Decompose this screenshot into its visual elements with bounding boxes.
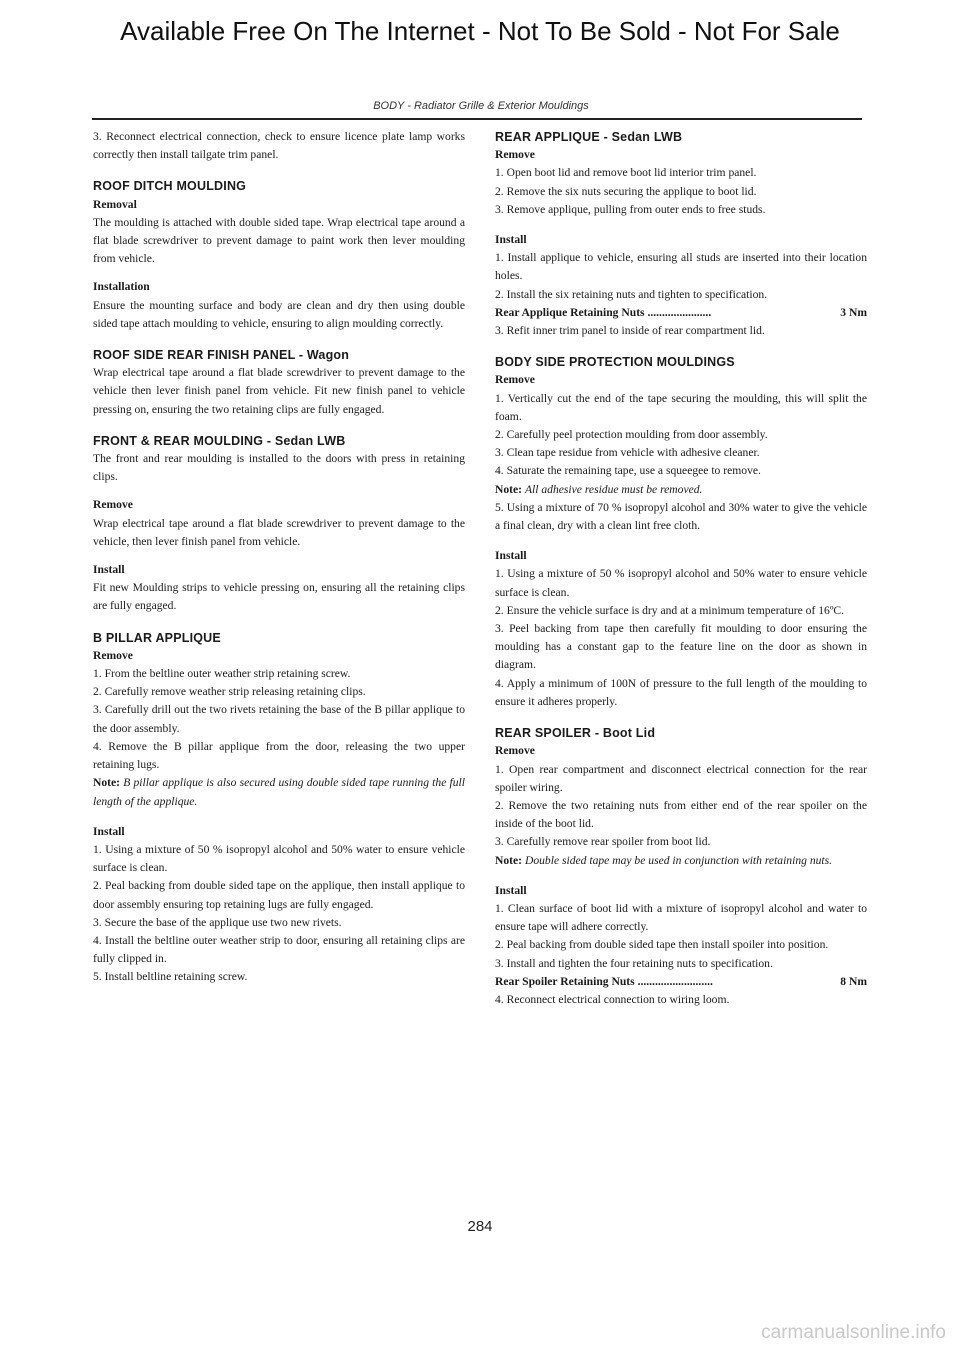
- note: [495, 481, 867, 499]
- subheading-installation: Installation: [93, 280, 150, 294]
- subheading-install: Install: [495, 233, 527, 247]
- step: 2. Ensure the vehicle surface is dry and at a minimum temperature of 16ºC.: [495, 603, 845, 617]
- step: 1. Using a mixture of 50 % isopropyl alcohol and 50% water to ensure vehicle surface is clean.: [495, 567, 867, 599]
- section-heading: ROOF DITCH MOULDING: [93, 179, 247, 194]
- step: 1. Clean surface of boot lid with a mixture of isopropyl alcohol and water to ensure tape will adhere correctly.: [495, 901, 867, 934]
- note-label: Note:: [495, 482, 523, 496]
- note-text: B pillar applique is also secured using double sided tape running the full length of the applique.: [93, 776, 465, 808]
- subheading-remove: Remove: [495, 744, 535, 758]
- step: 3. Install and tighten the four retaining nuts to specification.: [495, 956, 773, 970]
- section-front-rear-moulding: [93, 432, 465, 616]
- section-rear-applique: [495, 128, 867, 340]
- step: 5. Using a mixture of 70 % isopropyl alcohol and 30% water to give the vehicle a final clean, dry with a clean lint free cloth.: [495, 500, 867, 533]
- step: 4. Install the beltline outer weather strip to door, ensuring all retaining clips are fully clipped in.: [93, 933, 465, 966]
- step: 3. Secure the base of the applique use two new rivets.: [93, 915, 342, 929]
- step: 3. Refit inner trim panel to inside of rear compartment lid.: [495, 324, 765, 338]
- step: 5. Install beltline retaining screw.: [93, 970, 248, 984]
- right-column: [495, 128, 867, 1022]
- step: 4. Apply a minimum of 100N of pressure to the full length of the moulding to ensure it adheres properly.: [495, 676, 867, 708]
- step: 2. Peal backing from double sided tape on the applique, then install applique to door assembly ensuring top retaining lugs are fully engaged.: [93, 879, 465, 911]
- step: 3. Carefully remove rear spoiler from boot lid.: [495, 835, 711, 849]
- note-label: Note:: [495, 853, 523, 867]
- step: 1. Vertically cut the end of the tape securing the moulding, this will split the foam.: [495, 391, 867, 423]
- step: 1. From the beltline outer weather strip retaining screw.: [93, 667, 351, 681]
- step: 3. Clean tape residue from vehicle with adhesive cleaner.: [495, 446, 760, 460]
- step: 4. Remove the B pillar applique from the door, releasing the two upper retaining lugs.: [93, 739, 465, 772]
- step: 1. Open rear compartment and disconnect electrical connection for the rear spoiler wiring.: [495, 762, 867, 794]
- section-heading: FRONT & REAR MOULDING - Sedan LWB: [93, 433, 346, 448]
- left-column: [93, 128, 465, 1000]
- step: 4. Saturate the remaining tape, use a squeegee to remove.: [495, 464, 761, 478]
- subheading-install: Install: [93, 563, 125, 577]
- step: 2. Carefully remove weather strip releasing retaining clips.: [93, 685, 366, 699]
- step: 3. Peel backing from tape then carefully fit moulding to door ensuring the moulding has a constant gap to the feature line on the door as shown in diagram.: [495, 622, 867, 672]
- step: 2. Peal backing from double sided tape then install spoiler into position.: [495, 938, 829, 952]
- step: 2. Install the six retaining nuts and tighten to specification.: [495, 287, 768, 301]
- subheading-install: Install: [93, 824, 125, 838]
- step: 1. Install applique to vehicle, ensuring all studs are inserted into their location holes.: [495, 251, 867, 283]
- paragraph: Wrap electrical tape around a flat blade screwdriver to prevent damage to the vehicle then lever finish panel from vehicle. Fit new finish panel to vehicle pressing on, ensuring the two retaining clips are fully engaged.: [93, 366, 465, 416]
- step: 2. Carefully peel protection moulding from door assembly.: [495, 428, 768, 442]
- section-b-pillar-applique: [93, 629, 465, 987]
- subheading-install: Install: [495, 549, 527, 563]
- step: 3. Remove applique, pulling from outer ends to free studs.: [495, 202, 766, 216]
- subheading-remove: Remove: [495, 148, 535, 162]
- section-heading: ROOF SIDE REAR FINISH PANEL - Wagon: [93, 348, 350, 363]
- note-text: Double sided tape may be used in conjunction with retaining nuts.: [524, 853, 833, 867]
- section-heading: REAR APPLIQUE - Sedan LWB: [495, 130, 683, 144]
- spec-label: Rear Spoiler Retaining Nuts ..........................: [495, 974, 713, 988]
- paragraph: Ensure the mounting surface and body are clean and dry then using double sided tape attach moulding to vehicle, ensuring to align moulding correctly.: [93, 298, 465, 330]
- subheading-removal: Removal: [93, 197, 137, 211]
- section-heading: B PILLAR APPLIQUE: [93, 630, 221, 645]
- step: 4. Reconnect electrical connection to wiring loom.: [495, 992, 730, 1006]
- note: [93, 774, 465, 810]
- paragraph: The moulding is attached with double sided tape. Wrap electrical tape around a flat blade screwdriver to prevent damage to paint work then lever moulding from vehicle.: [93, 215, 465, 266]
- subheading-remove: Remove: [93, 498, 133, 512]
- subheading-remove: Remove: [93, 648, 133, 662]
- paragraph: The front and rear moulding is installed to the doors with press in retaining clips.: [93, 452, 465, 484]
- note-text: All adhesive residue must be removed.: [524, 482, 703, 496]
- distribution-banner: Available Free On The Internet - Not To Be Sold - Not For Sale: [120, 16, 840, 46]
- step: 1. Using a mixture of 50 % isopropyl alcohol and 50% water to ensure vehicle surface is clean.: [93, 842, 465, 875]
- step: 1. Open boot lid and remove boot lid interior trim panel.: [495, 166, 757, 180]
- torque-spec: [495, 304, 867, 322]
- header-rule: [92, 118, 862, 120]
- site-watermark: carmanualsonline.info: [761, 1322, 946, 1343]
- section-body-side-protection-mouldings: [495, 353, 867, 711]
- subheading-install: Install: [495, 883, 527, 897]
- paragraph: 3. Reconnect electrical connection, check to ensure licence plate lamp works correctly then install tailgate trim panel.: [93, 130, 465, 162]
- running-head: BODY - Radiator Grille & Exterior Mouldings: [373, 100, 589, 112]
- subheading-remove: Remove: [495, 373, 535, 387]
- section-heading: REAR SPOILER - Boot Lid: [495, 726, 656, 741]
- step: 2. Remove the two retaining nuts from either end of the rear spoiler on the inside of the boot lid.: [495, 798, 867, 831]
- torque-spec: [495, 973, 867, 991]
- note-label: Note:: [93, 776, 121, 790]
- step: 2. Remove the six nuts securing the applique to boot lid.: [495, 184, 757, 198]
- section-roof-side-rear-finish-panel: [93, 346, 465, 419]
- spec-value: 8 Nm: [840, 974, 867, 988]
- step: 3. Carefully drill out the two rivets retaining the base of the B pillar applique to the door assembly.: [93, 703, 465, 735]
- spec-value: 3 Nm: [840, 305, 867, 319]
- page-number: 284: [467, 1218, 493, 1235]
- paragraph: Fit new Moulding strips to vehicle pressing on, ensuring all the retaining clips are fully engaged.: [93, 581, 465, 613]
- section-tailgate-continued: [93, 128, 465, 164]
- paragraph: Wrap electrical tape around a flat blade screwdriver to prevent damage to the vehicle, then lever finish panel from vehicle.: [93, 516, 465, 548]
- section-rear-spoiler: [495, 724, 867, 1009]
- note: [495, 852, 867, 870]
- spec-label: Rear Applique Retaining Nuts ......................: [495, 305, 712, 319]
- section-heading: BODY SIDE PROTECTION MOULDINGS: [495, 355, 735, 370]
- section-roof-ditch-moulding: [93, 177, 465, 333]
